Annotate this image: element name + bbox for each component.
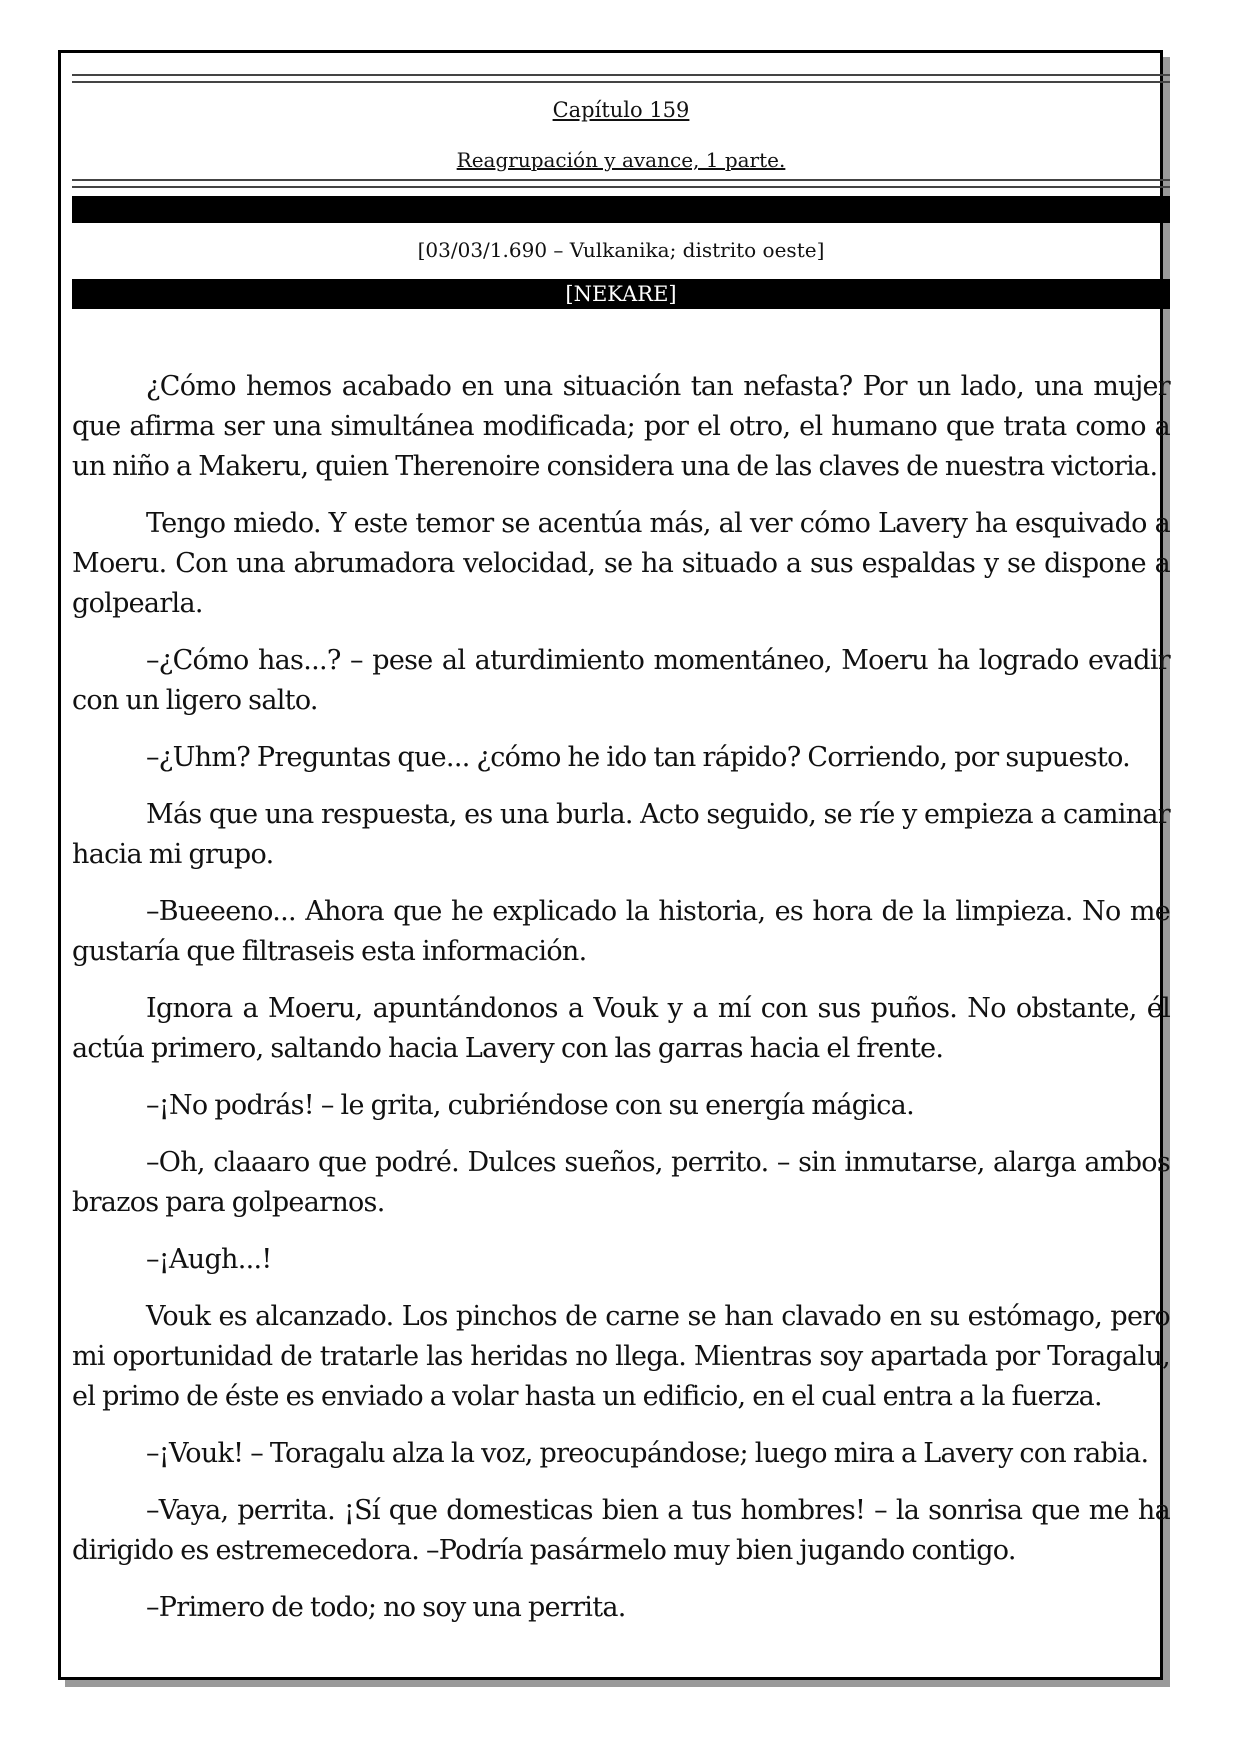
pov-label-bar: [NEKARE]: [72, 279, 1170, 309]
paragraph: –¡Vouk! – Toragalu alza la voz, preocupándose; luego mira a Lavery con rabia.: [146, 1438, 1149, 1469]
chapter-title: Capítulo 159: [552, 98, 690, 122]
paragraph: –¡No podrás! – le grita, cubriéndose con su energía mágica.: [146, 1090, 914, 1121]
paragraph: Tengo miedo. Y este temor se acentúa más, al ver cómo Lavery ha esquivado a Moeru. Con una abrumadora velocidad, se ha situado a sus espaldas y se dispone a golpearla.: [72, 508, 1170, 619]
paragraph: –Primero de todo; no soy una perrita.: [146, 1592, 626, 1623]
paragraph: –Oh, claaaro que podré. Dulces sueños, perrito. – sin inmutarse, alarga ambos brazos para golpearnos.: [72, 1147, 1170, 1218]
paragraph: –¿Cómo has...? – pese al aturdimiento momentáneo, Moeru ha logrado evadir con un ligero salto.: [72, 645, 1170, 716]
dateline: [03/03/1.690 – Vulkanika; distrito oeste]: [417, 238, 825, 262]
paragraph: ¿Cómo hemos acabado en una situación tan nefasta? Por un lado, una mujer que afirma ser una simultánea modificada; por el otro, el humano que trata como a un niño a Makeru, quien Therenoire considera una de las claves de nuestra victoria.: [72, 371, 1170, 482]
black-separator-bar: [72, 196, 1170, 223]
top-double-rule: [72, 74, 1170, 83]
body-text: [72, 367, 1170, 1628]
header-bottom-double-rule: [72, 179, 1170, 188]
paragraph: –¿Uhm? Preguntas que... ¿cómo he ido tan rápido? Corriendo, por supuesto.: [146, 742, 1131, 773]
paragraph: Vouk es alcanzado. Los pinchos de carne se han clavado en su estómago, pero mi oportunidad de tratarle las heridas no llega. Mientras soy apartada por Toragalu, el primo de éste es enviado a volar hasta un edificio, en el cual entra a la fuerza.: [72, 1301, 1170, 1412]
paragraph: –Bueeeno... Ahora que he explicado la historia, es hora de la limpieza. No me gustaría que filtraseis esta información.: [72, 896, 1170, 967]
paragraph: –Vaya, perrita. ¡Sí que domesticas bien a tus hombres! – la sonrisa que me ha dirigido es estremecedora. –Podría pasármelo muy bien jugando contigo.: [72, 1495, 1170, 1566]
paragraph: Más que una respuesta, es una burla. Acto seguido, se ríe y empieza a caminar hacia mi grupo.: [72, 799, 1170, 870]
page-content: [72, 74, 1170, 1645]
chapter-subtitle: Reagrupación y avance, 1 parte.: [456, 148, 786, 172]
paragraph: –¡Augh...!: [146, 1244, 272, 1275]
paragraph: Ignora a Moeru, apuntándonos a Vouk y a mí con sus puños. No obstante, él actúa primero, saltando hacia Lavery con las garras hacia el frente.: [72, 993, 1170, 1064]
